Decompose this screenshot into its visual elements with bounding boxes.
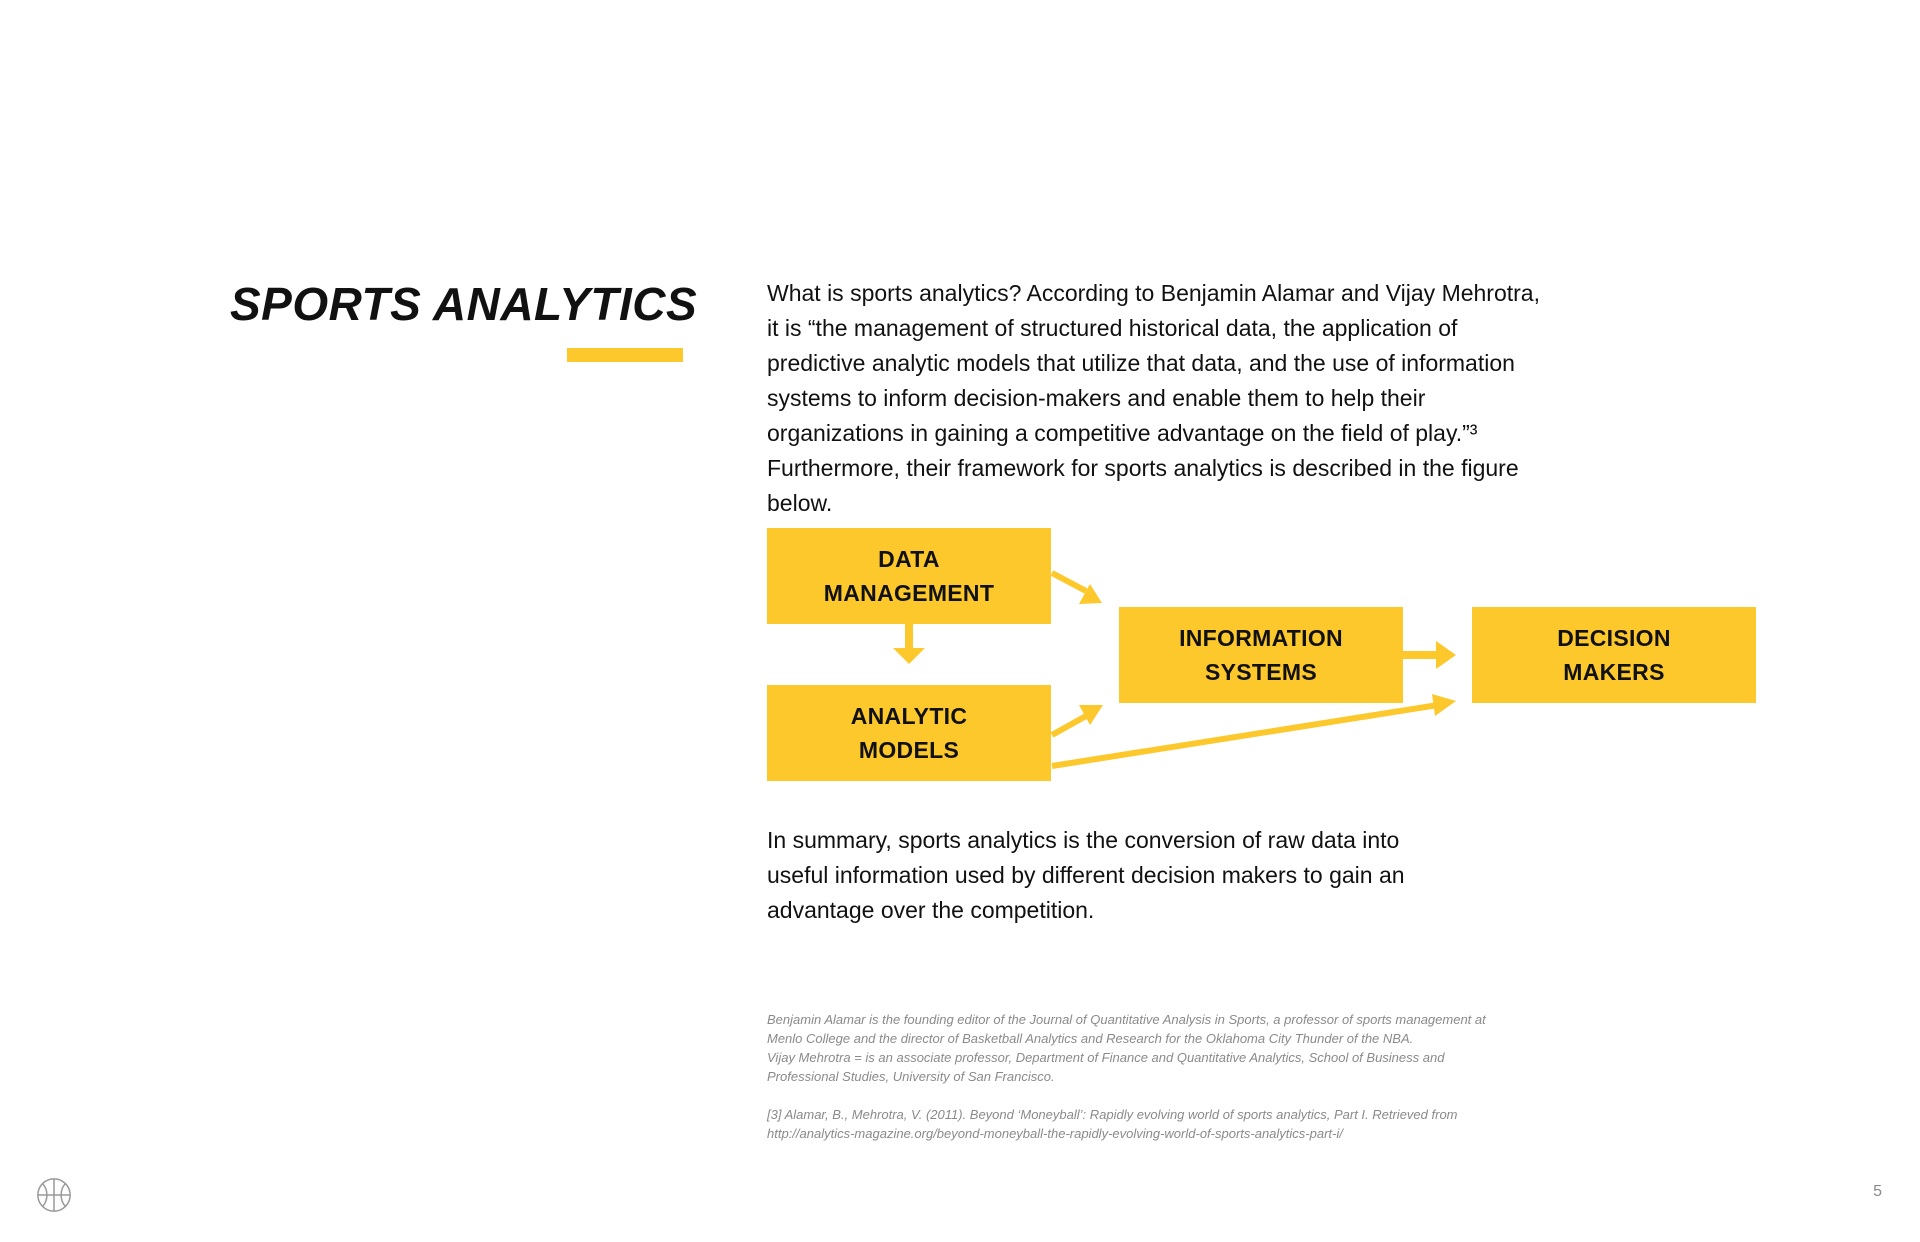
- footnote-line: Menlo College and the director of Basketball Analytics and Research for the Oklahoma City Thunder of the NBA.: [767, 1031, 1414, 1046]
- arrow-analytic-to-info: [1052, 716, 1086, 735]
- summary-paragraph: [767, 823, 1467, 928]
- arrowhead-info-to-decision: [1436, 641, 1456, 669]
- footnote-line: Vijay Mehrotra = is an associate professor, Department of Finance and Quantitative Analytics, School of Business and: [767, 1050, 1445, 1065]
- arrowhead-data-to-analytic: [893, 648, 925, 664]
- decision-makers-box: DECISION MAKERS: [1472, 607, 1756, 703]
- footnote-line: Benjamin Alamar is the founding editor of the Journal of Quantitative Analysis in Sports, a professor of sports management at: [767, 1012, 1486, 1027]
- summary-text: In summary, sports analytics is the conversion of raw data into useful information used by different decision makers to gain an advantage over the competition.: [767, 827, 1405, 923]
- page-title: SPORTS ANALYTICS: [230, 278, 698, 330]
- basketball-icon: [35, 1176, 73, 1214]
- title-underline: [567, 348, 683, 362]
- arrowhead-analytic-to-decision: [1432, 694, 1456, 716]
- data-management-box: DATA MANAGEMENT: [767, 528, 1051, 624]
- arrow-data-to-info: [1052, 573, 1086, 591]
- analytic-models-box: ANALYTIC MODELS: [767, 685, 1051, 781]
- page-number: 5: [1873, 1183, 1882, 1200]
- footnote-line: Professional Studies, University of San Francisco.: [767, 1069, 1055, 1084]
- arrowhead-data-to-info: [1079, 584, 1102, 604]
- arrowhead-analytic-to-info: [1079, 705, 1103, 725]
- reference-line: [3] Alamar, B., Mehrotra, V. (2011). Beyond ‘Moneyball’: Rapidly evolving world of sports analytics, Part I. Retrieved from: [767, 1107, 1458, 1122]
- intro-paragraph: [767, 276, 1557, 521]
- footnotes: [767, 1010, 1557, 1143]
- arrow-analytic-to-decision: [1052, 705, 1438, 766]
- intro-text: What is sports analytics? According to Benjamin Alamar and Vijay Mehrotra, it is “the management of structured historical data, the application of predictive analytic models that utilize that data, and the use of information systems to inform decision-makers and enable them to help their organizations in gaining a competitive advantage on the field of play.”³ Furthermore, their framework for sports analytics is described in the figure below.: [767, 280, 1540, 516]
- reference-url: http://analytics-magazine.org/beyond-moneyball-the-rapidly-evolving-world-of-sports-analytics-part-i/: [767, 1126, 1343, 1141]
- information-systems-box: INFORMATION SYSTEMS: [1119, 607, 1403, 703]
- footnote-spacer: [767, 1086, 1557, 1105]
